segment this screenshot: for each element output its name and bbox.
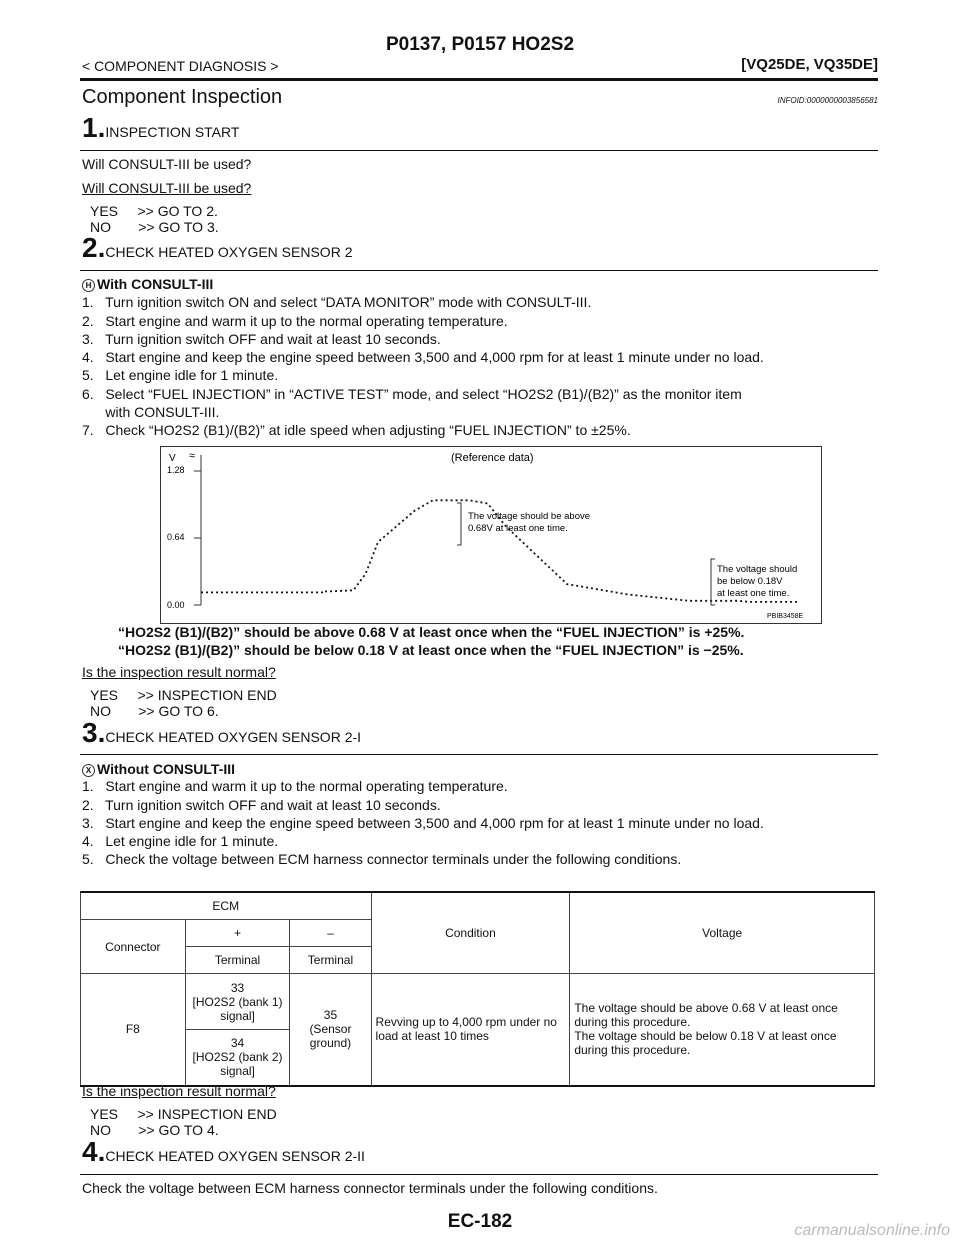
step-3-mode: X Without CONSULT-III <box>82 761 235 777</box>
reference-chart <box>161 447 821 623</box>
chart-y-label: V <box>169 453 176 464</box>
y-tick-label: 0.64 <box>167 532 185 542</box>
annotation-below: be below 0.18V <box>717 576 783 587</box>
step-rule <box>80 1174 878 1175</box>
step-rule <box>80 270 878 271</box>
annotation-below: The voltage should <box>717 564 798 575</box>
step-2-heading: 2.CHECK HEATED OXYGEN SENSOR 2 <box>82 232 353 263</box>
cell-terminal-33: 33 [HO2S2 (bank 1) signal] <box>185 974 290 1030</box>
step-2-line: 7. Check “HO2S2 (B1)/(B2)” at idle speed when adjusting “FUEL INJECTION” to ±25%. <box>82 422 631 438</box>
watermark: carmanualsonline.info <box>794 1222 950 1239</box>
step-3-result-question: Is the inspection result normal? <box>82 1083 276 1099</box>
th-connector: Connector <box>81 920 186 974</box>
ecm-voltage-table <box>80 891 875 1087</box>
step-3-line: 5. Check the voltage between ECM harness connector terminals under the following conditions. <box>82 851 682 867</box>
y-tick-label: 0.00 <box>167 600 185 610</box>
th-voltage: Voltage <box>570 892 875 974</box>
bracket-above <box>457 503 461 545</box>
step-2-yes: YES >> INSPECTION END <box>90 687 277 703</box>
step-2-mode: H With CONSULT-III <box>82 276 213 292</box>
break-icon: ≈ <box>189 450 196 462</box>
annotation-above: The voltage should be above <box>468 511 591 522</box>
step-3-line: 1. Start engine and warm it up to the normal operating temperature. <box>82 778 508 794</box>
page-number: EC-182 <box>447 1211 513 1232</box>
step-2-line: 1. Turn ignition switch ON and select “DATA MONITOR” mode with CONSULT-III. <box>82 294 592 310</box>
step-2-line: 2. Start engine and warm it up to the normal operating temperature. <box>82 313 508 329</box>
step-rule <box>80 150 878 151</box>
page-heading: Component Inspection <box>82 86 283 108</box>
step-2-no: NO >> GO TO 6. <box>90 703 219 719</box>
step-2-line: 4. Start engine and keep the engine speed between 3,500 and 4,000 rpm for at least 1 minute under no load. <box>82 349 764 365</box>
annotation-below: at least one time. <box>717 588 790 599</box>
step-3-line: 2. Turn ignition switch OFF and wait at least 10 seconds. <box>82 797 441 813</box>
step-3-heading: 3.CHECK HEATED OXYGEN SENSOR 2-I <box>82 717 362 748</box>
th-terminal-minus: Terminal <box>290 947 371 974</box>
step-rule <box>80 754 878 755</box>
section-label: < COMPONENT DIAGNOSIS > <box>82 58 279 74</box>
engine-label: [VQ25DE, VQ35DE] <box>741 56 878 73</box>
reference-chart-frame <box>160 446 822 624</box>
th-condition: Condition <box>371 892 570 974</box>
step-4-heading: 4.CHECK HEATED OXYGEN SENSOR 2-II <box>82 1136 365 1167</box>
cell-terminal-35: 35 (Sensor ground) <box>290 974 371 1086</box>
th-terminal-plus: Terminal <box>185 947 290 974</box>
step-2-line: 3. Turn ignition switch OFF and wait at least 10 seconds. <box>82 331 441 347</box>
th-minus: – <box>290 920 371 947</box>
step-1-question-ul: Will CONSULT-III be used? <box>82 180 252 196</box>
annotation-above: 0.68V at least one time. <box>468 523 568 534</box>
bracket-below <box>711 559 715 605</box>
step-3-no: NO >> GO TO 4. <box>90 1122 219 1138</box>
th-ecm: ECM <box>81 892 372 920</box>
cell-connector: F8 <box>81 974 186 1086</box>
step-2-line: 6. Select “FUEL INJECTION” in “ACTIVE TEST” mode, and select “HO2S2 (B1)/(B2)” as the monitor item <box>82 386 742 402</box>
th-plus: + <box>185 920 290 947</box>
cell-terminal-34: 34 [HO2S2 (bank 2) signal] <box>185 1030 290 1086</box>
step-1-no: NO >> GO TO 3. <box>90 219 219 235</box>
document-title: P0137, P0157 HO2S2 <box>385 34 575 55</box>
step-1-question: Will CONSULT-III be used? <box>82 156 252 172</box>
spec-above: “HO2S2 (B1)/(B2)” should be above 0.68 V at least once when the “FUEL INJECTION” is +25%. <box>118 624 745 640</box>
step-2-line: 5. Let engine idle for 1 minute. <box>82 367 279 383</box>
figure-id: PBIB3458E <box>767 613 804 620</box>
y-tick-label: 1.28 <box>167 465 185 475</box>
header-rule <box>80 78 878 81</box>
step-3-yes: YES >> INSPECTION END <box>90 1106 277 1122</box>
consult-icon: H <box>82 279 95 292</box>
no-consult-icon: X <box>82 764 95 777</box>
step-2-line: with CONSULT-III. <box>82 404 220 420</box>
cell-voltage: The voltage should be above 0.68 V at least once during this procedure. The voltage should be below 0.18 V at least once during this procedure. <box>570 974 875 1086</box>
step-1-yes: YES >> GO TO 2. <box>90 203 218 219</box>
step-2-result-question: Is the inspection result normal? <box>82 664 276 680</box>
step-3-line: 4. Let engine idle for 1 minute. <box>82 833 279 849</box>
info-id: INFOID:0000000003856581 <box>777 96 878 105</box>
chart-title: (Reference data) <box>451 452 534 464</box>
step-3-line: 3. Start engine and keep the engine speed between 3,500 and 4,000 rpm for at least 1 minute under no load. <box>82 815 764 831</box>
spec-below: “HO2S2 (B1)/(B2)” should be below 0.18 V at least once when the “FUEL INJECTION” is −25%. <box>118 642 744 658</box>
step-4-line: Check the voltage between ECM harness connector terminals under the following conditions. <box>82 1180 658 1196</box>
step-1-heading: 1.INSPECTION START <box>82 112 240 143</box>
cell-condition: Revving up to 4,000 rpm under no load at least 10 times <box>371 974 570 1086</box>
